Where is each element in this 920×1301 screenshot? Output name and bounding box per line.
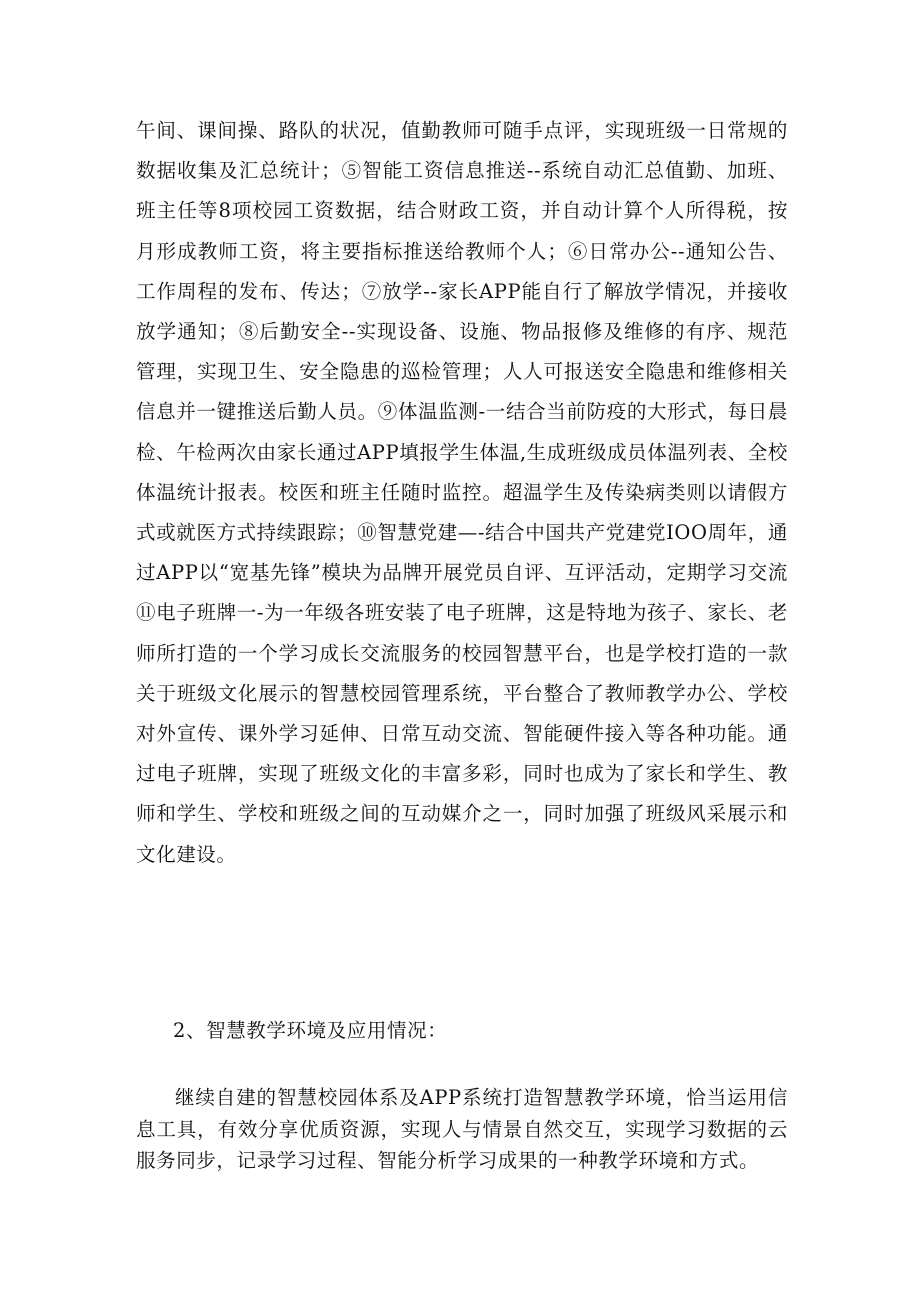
section-heading-smart-teaching-environment: 2、智慧教学环境及应用情况：: [173, 1019, 448, 1042]
body-paragraph-smart-teaching-environment: 继续自建的智慧校园体系及APP系统打造智慧教学环境，恰当运用信息工具，有效分享优质资源，实现人与情景自然交互，实现学习数据的云服务同步，记录学习过程、智能分析学习成果的一种教学环境和方式。: [136, 1086, 788, 1172]
body-paragraph-smart-campus-functions: 午间、课间操、路队的状况，值勤教师可随手点评，实现班级一日常规的数据收集及汇总统计；⑤智能工资信息推送--系统自动汇总值勤、加班、班主任等8项校园工资数据，结合财政工资，并自动计算个人所得税，按月形成教师工资，将主要指标推送给教师个人；⑥日常办公--通知公告、工作周程的发布、传达；⑦放学--家长APP能自行了解放学情况，并接收放学通知；⑧后勤安全--实现设备、设施、物品报修及维修的有序、规范管理，实现卫生、安全隐患的巡检管理；人人可报送安全隐患和维修相关信息并一键推送后勤人员。⑨体温监测-一结合当前防疫的大形式，每日晨检、午检两次由家长通过APP填报学生体温,生成班级成员体温列表、全校体温统计报表。校医和班主任随时监控。超温学生及传染病类则以请假方式或就医方式持续跟踪；⑩智慧党建—-结合中国共产党建党IOO周年，通过APP以“宽基先锋”模块为品牌开展党员自评、互评活动，定期学习交流 ⑪电子班牌一-为一年级各班安装了电子班牌，这是特地为孩子、家长、老师所打造的一个学习成长交流服务的校园智慧平台，也是学校打造的一款关于班级文化展示的智慧校园管理系统，平台整合了教师教学办公、学校对外宣传、课外学习延伸、日常互动交流、智能硬件接入等各种功能。通过电子班牌，实现了班级文化的丰富多彩，同时也成为了家长和学生、教师和学生、学校和班级之间的互动媒介之一，同时加强了班级风采展示和文化建设。: [136, 119, 788, 866]
